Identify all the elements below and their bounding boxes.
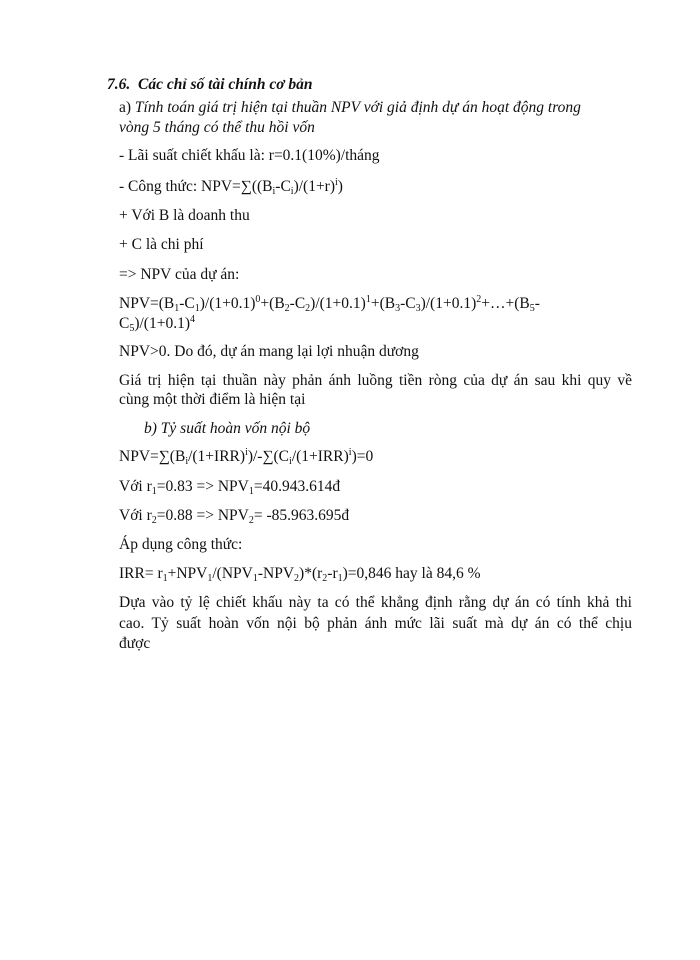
discount-rate-line: - Lãi suất chiết khấu là: r=0.1(10%)/tháng [119,147,380,164]
r1-npv: =40.943.614đ [253,478,341,495]
section-heading [107,75,313,95]
irr-result: =0,846 hay là 84,6 % [347,565,481,582]
subsection-a-title: Tính toán giá trị hiện tại thuần NPV với giả định dự án hoạt động trong [134,99,581,116]
npv-expansion-line-1: $NPV=(B_1-C_1)/(1+0.1)^0+(B_2-C_2)/(1+0.1)^1+(B_3-C_3)/(1+0.1)^2+\dots+(B_5-$ [119,294,540,314]
r2-line: Với $r_2=0.88 => NPV_2=$ -85.963.695đ [119,507,350,526]
r2-prefix: Với r [119,507,152,524]
conclusion-line-3: được [119,635,151,652]
npv-intro-line: => NPV của dự án: [119,266,240,283]
irr-equation-line: $NPV=\sum(B_i/(1+IRR)^i)/-\sum(C_i/(1+IRR)^i)=0$ [119,447,374,467]
r1-line: Với $r_1=0.83$ => $NPV_1=40.943.614đ$ [119,478,341,497]
npv-expansion-line-2: $C_5)/(1+0.1)^4$ [119,314,196,334]
formula-label: - Công thức: [119,178,202,195]
irr-result-line: $IRR= r_1+NPV_1/(NPV_1-NPV_2)*(r_2-r_1)=0,846$ hay là 84,6 % [119,565,481,584]
subsection-b-title: b) Tỷ suất hoàn vốn nội bộ [144,420,311,437]
apply-formula-line: Áp dụng công thức: [119,536,243,553]
npv-conclusion-line: NPV>0. Do đó, dự án mang lại lợi nhuận dương [119,343,419,360]
npv-explain-line-2: cùng một thời điểm là hiện tại [119,391,306,408]
r1-prefix: Với r [119,478,152,495]
c-meaning-line: + C là chi phí [119,236,204,253]
subsection-a-line-2: vòng 5 tháng có thể thu hồi vốn [119,119,315,136]
section-number: 7.6. [107,76,131,93]
npv-explain-line-1: Giá trị hiện tại thuần này phản ánh luồng tiền ròng của dự án sau khi quy về [119,372,632,389]
subsection-a-label: a) [119,99,132,116]
r2-value: =0.88 => NPV [156,507,249,524]
conclusion-line-2: cao. Tỷ suất hoàn vốn nội bộ phản ánh mức lãi suất mà dự án có thể chịu [119,615,632,632]
npv-formula-line: - Công thức: $NPV=\sum((B_i-C_i)/(1+r)^i)$ [119,177,343,197]
subsection-a-line-1 [119,98,581,118]
section-title: Các chỉ số tài chính cơ bản [138,76,313,93]
r2-npv: = -85.963.695đ [253,507,350,524]
b-meaning-line: + Với B là doanh thu [119,207,250,224]
conclusion-line-1: Dựa vào tỷ lệ chiết khấu này ta có thể khẳng định rằng dự án có tính khả thi [119,594,632,611]
r1-value: =0.83 => NPV [156,478,249,495]
